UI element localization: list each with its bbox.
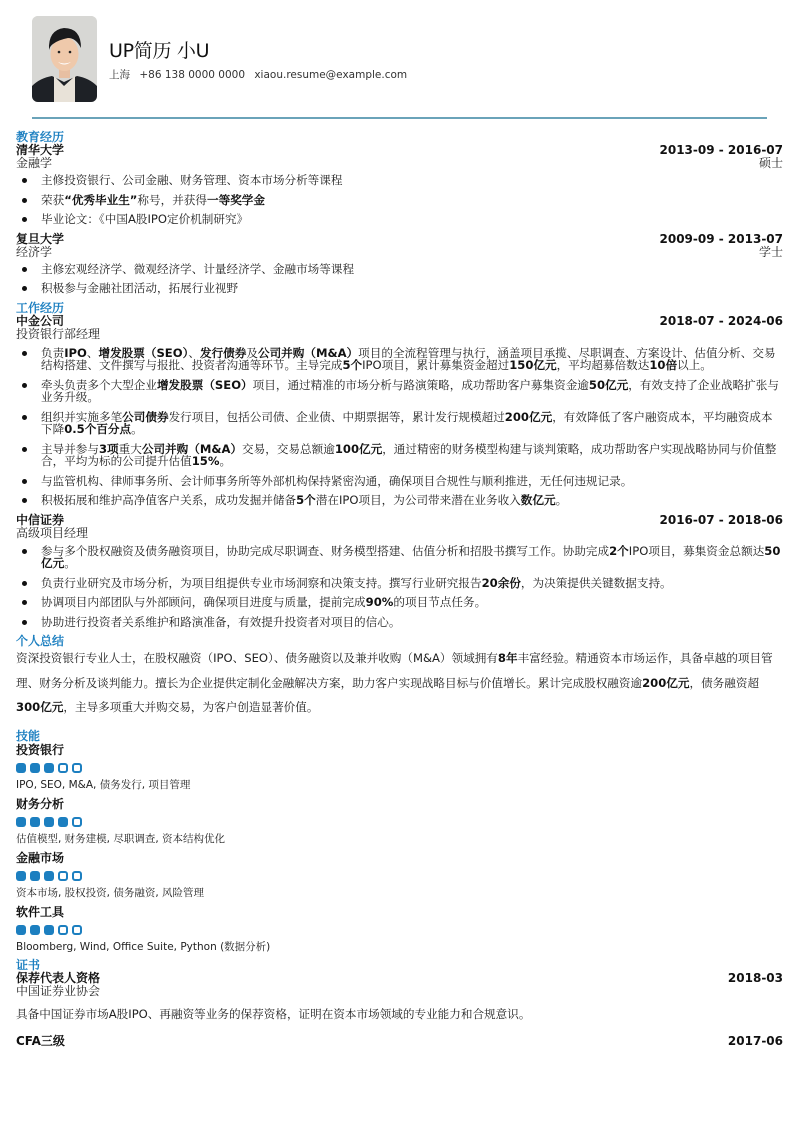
- summary-text: 资深投资银行专业人士，在股权融资（IPO、SEO）、债务融资以及兼并收购（M&A）领域拥有8年丰富经验。精通资本市场运作，具备卓越的项目管理、财务分析及谈判能力。擅长为企业提供定制化金融解决方案，助力客户实现战略目标与价值增长。累计完成股权融资逾200亿元，债务融资超300亿元，主导多项重大并购交易，为客户创造显著价值。: [16, 651, 773, 714]
- certificates-section: [16, 959, 783, 1061]
- filled-dot-icon: [30, 763, 40, 773]
- skill-level-rating: [16, 925, 783, 935]
- skill-item: [16, 797, 783, 846]
- list-item: 参与多个股权融资及债务融资项目，协助完成尽职调查、财务模型搭建、估值分析和招股书撰写工作。协助完成2个IPO项目，募集资金总额达50亿元。: [16, 545, 783, 570]
- filled-dot-icon: [58, 817, 68, 827]
- major: 金融学: [16, 156, 53, 170]
- company-name: 中金公司: [16, 313, 65, 328]
- portrait-photo-icon: [32, 16, 97, 102]
- skill-keywords: 估值模型, 财务建模, 尽职调查, 资本结构优化: [16, 832, 226, 845]
- skill-keywords: Bloomberg, Wind, Office Suite, Python (数据分析): [16, 940, 271, 953]
- candidate-name: UP简历 小U: [109, 40, 210, 62]
- list-item: 协调项目内部团队与外部顾问，确保项目进度与质量，提前完成90%的项目节点任务。: [16, 596, 783, 609]
- entry-header: [16, 233, 783, 259]
- certificate-name: CFA三级: [16, 1033, 65, 1048]
- filled-dot-icon: [44, 817, 54, 827]
- skill-keywords: 资本市场, 股权投资, 债务融资, 风险管理: [16, 886, 205, 899]
- contact-line: [109, 67, 413, 82]
- filled-dot-icon: [16, 817, 26, 827]
- certificate-description: 具备中国证券市场A股IPO、再融资等业务的保荐资格，证明在资本市场领域的专业能力和合规意识。: [16, 1006, 531, 1021]
- section-title-work: 工作经历: [16, 300, 65, 315]
- empty-dot-icon: [58, 763, 68, 773]
- empty-dot-icon: [72, 763, 82, 773]
- date-range: 2009-09 - 2013-07: [659, 231, 783, 246]
- section-title-summary: 个人总结: [16, 634, 65, 648]
- list-item: 与监管机构、律师事务所、会计师事务所等外部机构保持紧密沟通，确保项目合规性与顺利推进，无任何违规记录。: [16, 475, 783, 488]
- filled-dot-icon: [16, 871, 26, 881]
- list-item: 积极拓展和维护高净值客户关系，成功发掘并储备5个潜在IPO项目，为公司带来潜在业务收入数亿元。: [16, 494, 783, 507]
- degree: 硕士: [758, 156, 783, 170]
- phone-text[interactable]: +86 138 0000 0000: [139, 69, 245, 81]
- empty-dot-icon: [72, 871, 82, 881]
- certificate-entry: [16, 1035, 783, 1061]
- empty-dot-icon: [72, 817, 82, 827]
- date-range: 2016-07 - 2018-06: [659, 512, 783, 527]
- certificate-issuer: 中国证券业协会: [16, 983, 101, 998]
- school-name: 复旦大学: [16, 231, 65, 246]
- avatar: [32, 16, 97, 102]
- bullet-list: [16, 545, 783, 629]
- skill-name: 金融市场: [16, 850, 65, 865]
- list-item: 协助进行投资者关系维护和路演准备，有效提升投资者对项目的信心。: [16, 616, 783, 629]
- section-title-education: 教育经历: [16, 130, 65, 144]
- skill-name: 财务分析: [16, 796, 65, 811]
- education-entry: [16, 144, 783, 226]
- skill-item: [16, 743, 783, 792]
- entry-header: [16, 1035, 783, 1061]
- school-name: 清华大学: [16, 143, 65, 157]
- date-range: 2013-09 - 2016-07: [659, 143, 783, 157]
- list-item: 积极参与金融社团活动，拓展行业视野: [16, 282, 783, 295]
- header-divider: [32, 117, 767, 119]
- entry-header: [16, 315, 783, 341]
- skill-level-rating: [16, 871, 783, 881]
- section-title-skills: 技能: [16, 728, 41, 743]
- certificate-name: 保荐代表人资格: [16, 970, 101, 985]
- list-item: 毕业论文：《中国A股IPO定价机制研究》: [16, 213, 783, 226]
- filled-dot-icon: [44, 871, 54, 881]
- job-title: 投资银行部经理: [16, 326, 101, 341]
- location-text: 上海: [109, 69, 130, 81]
- bullet-list: [16, 347, 783, 507]
- list-item: 主导并参与3项重大公司并购（M&A）交易，交易总额逾100亿元，通过精密的财务模型构建与谈判策略，成功帮助客户实现战略协同与价值整合，平均为标的公司提升估值15%。: [16, 443, 783, 468]
- entry-header: [16, 972, 783, 998]
- bullet-list: [16, 263, 783, 295]
- resume-header: [16, 0, 783, 118]
- entry-header: [16, 144, 783, 170]
- list-item: 主修宏观经济学、微观经济学、计量经济学、金融市场等课程: [16, 263, 783, 276]
- filled-dot-icon: [30, 817, 40, 827]
- skill-level-rating: [16, 817, 783, 827]
- skill-item: [16, 905, 783, 954]
- major: 经济学: [16, 244, 53, 259]
- skill-item: [16, 851, 783, 900]
- list-item: 荣获“优秀毕业生”称号，并获得一等奖学金: [16, 194, 783, 207]
- filled-dot-icon: [16, 763, 26, 773]
- empty-dot-icon: [72, 925, 82, 935]
- filled-dot-icon: [30, 871, 40, 881]
- filled-dot-icon: [30, 925, 40, 935]
- bullet-list: [16, 174, 783, 226]
- empty-dot-icon: [58, 925, 68, 935]
- work-entry: [16, 514, 783, 629]
- list-item: 组织并实施多笔公司债券发行项目，包括公司债、企业债、中期票据等，累计发行规模超过200亿元，有效降低了客户融资成本，平均融资成本下降0.5个百分点。: [16, 411, 783, 436]
- filled-dot-icon: [44, 763, 54, 773]
- skill-name: 软件工具: [16, 904, 65, 919]
- certificate-entry: [16, 972, 783, 1021]
- work-section: [16, 302, 783, 629]
- date-range: 2018-07 - 2024-06: [659, 313, 783, 328]
- work-entry: [16, 315, 783, 507]
- certificate-date: 2018-03: [727, 970, 783, 985]
- summary-section: [16, 635, 783, 720]
- skill-name: 投资银行: [16, 742, 65, 757]
- skills-list: [16, 743, 783, 954]
- education-entry: [16, 233, 783, 295]
- skill-level-rating: [16, 763, 783, 773]
- list-item: 牵头负责多个大型企业增发股票（SEO）项目，通过精准的市场分析与路演策略，成功帮助客户募集资金逾50亿元，有效支持了企业战略扩张与业务升级。: [16, 379, 783, 404]
- skill-keywords: IPO, SEO, M&A, 债务发行, 项目管理: [16, 778, 191, 791]
- list-item: 负责行业研究及市场分析，为项目组提供专业市场洞察和决策支持。撰写行业研究报告20余份，为决策提供关键数据支持。: [16, 577, 783, 590]
- filled-dot-icon: [16, 925, 26, 935]
- company-name: 中信证券: [16, 512, 65, 527]
- entry-header: [16, 514, 783, 540]
- list-item: 负责IPO、增发股票（SEO）、发行债券及公司并购（M&A）项目的全流程管理与执行，涵盖项目承揽、尽职调查、方案设计、估值分析、交易结构搭建、文件撰写与报批、投资者沟通等环节。主导完成5个IPO项目，累计募集资金超过150亿元，平均超募倍数达10倍以上。: [16, 347, 783, 372]
- degree: 学士: [758, 244, 783, 259]
- job-title: 高级项目经理: [16, 525, 89, 540]
- list-item: 主修投资银行、公司金融、财务管理、资本市场分析等课程: [16, 174, 783, 187]
- empty-dot-icon: [58, 871, 68, 881]
- filled-dot-icon: [44, 925, 54, 935]
- certificate-date: 2017-06: [727, 1033, 783, 1048]
- skills-section: [16, 730, 783, 954]
- section-title-certificates: 证书: [16, 957, 41, 972]
- email-link[interactable]: xiaou.resume@example.com: [254, 69, 408, 81]
- education-section: [16, 131, 783, 295]
